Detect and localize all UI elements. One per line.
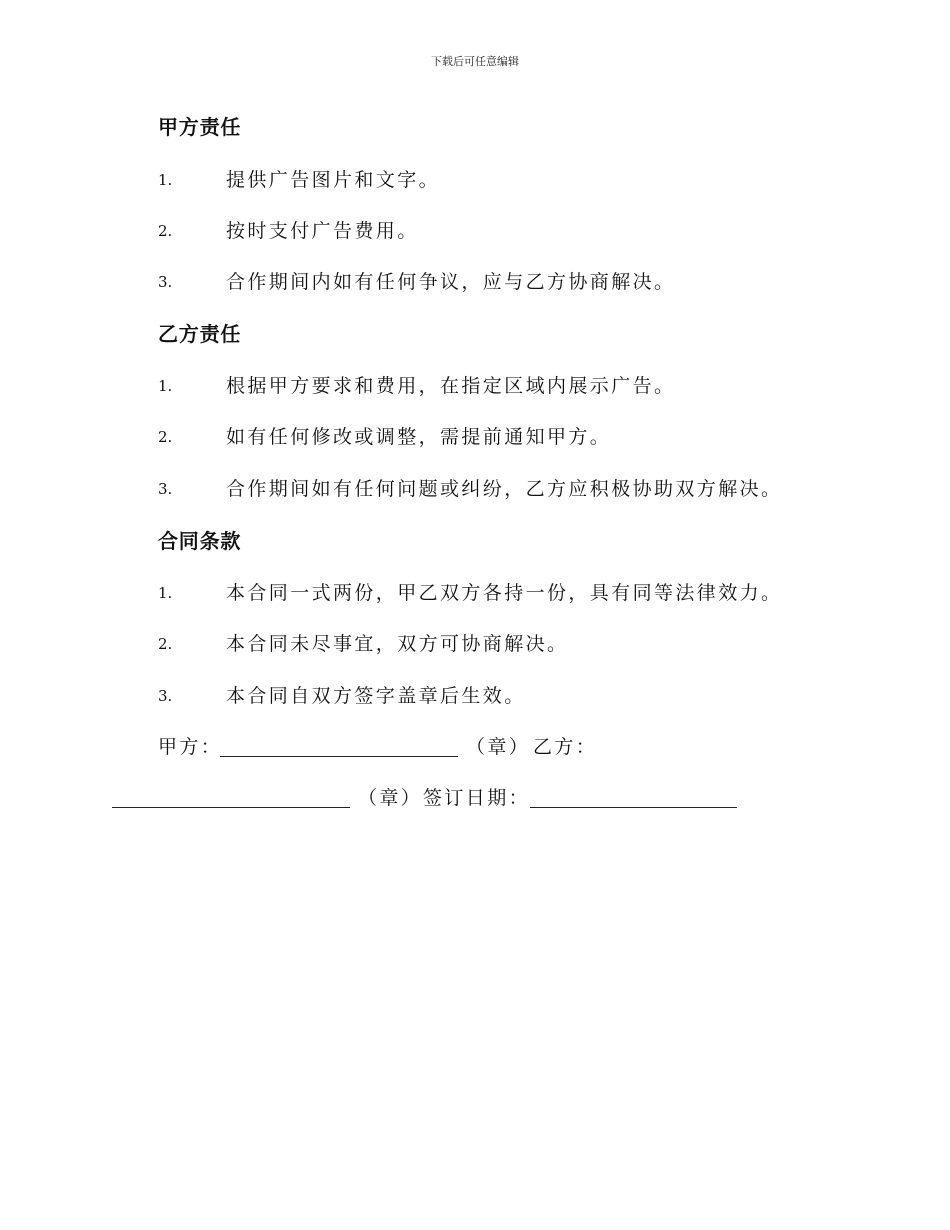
party-b-signature-line: [112, 807, 350, 808]
list-item-number: 1.: [158, 584, 173, 602]
list-item-text: 提供广告图片和文字。: [226, 169, 441, 191]
party-b-label: 乙方：: [533, 736, 598, 758]
list-item-number: 3.: [158, 273, 173, 291]
party-b-seal-label: （章）: [358, 787, 423, 809]
page-header-note: 下载后可任意编辑: [431, 55, 519, 68]
party-a-label: 甲方：: [158, 736, 223, 758]
section-heading-party-a: 甲方责任: [158, 115, 242, 139]
list-item-number: 2.: [158, 428, 173, 446]
list-item-number: 3.: [158, 480, 173, 498]
list-item-text: 本合同未尽事宜，双方可协商解决。: [226, 633, 569, 655]
list-item-number: 1.: [158, 171, 173, 189]
list-item-text: 本合同一式两份，甲乙双方各持一份，具有同等法律效力。: [226, 582, 783, 604]
list-item-number: 2.: [158, 222, 173, 240]
signing-date-label: 签订日期：: [423, 787, 531, 809]
list-item-number: 1.: [158, 377, 173, 395]
list-item-text: 本合同自双方签字盖章后生效。: [226, 685, 526, 707]
list-item-text: 按时支付广告费用。: [226, 220, 419, 242]
signing-date-line: [530, 807, 737, 808]
list-item-text: 合作期间如有任何问题或纠纷，乙方应积极协助双方解决。: [226, 478, 783, 500]
list-item-number: 2.: [158, 635, 173, 653]
section-heading-contract-terms: 合同条款: [158, 529, 242, 553]
party-a-signature-line: [220, 756, 458, 757]
list-item-text: 如有任何修改或调整，需提前通知甲方。: [226, 426, 612, 448]
list-item-number: 3.: [158, 687, 173, 705]
list-item-text: 合作期间内如有任何争议，应与乙方协商解决。: [226, 271, 676, 293]
list-item-text: 根据甲方要求和费用，在指定区域内展示广告。: [226, 375, 676, 397]
party-a-seal-label: （章）: [466, 736, 531, 758]
section-heading-party-b: 乙方责任: [158, 322, 242, 346]
